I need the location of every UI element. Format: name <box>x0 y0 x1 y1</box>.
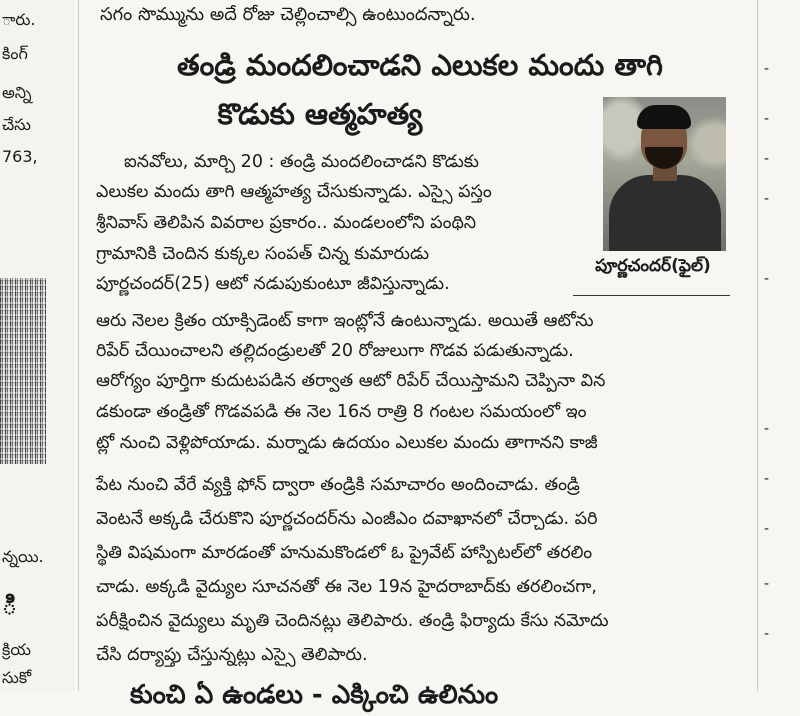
right-fragment: - <box>764 61 770 77</box>
article-headline-line2: కొడుకు ఆత్మహత్య <box>217 97 423 131</box>
body-line: శ్రీనివాస్ తెలిపిన వివరాల ప్రకారం.. మండలంలోని పంథిని <box>96 213 477 233</box>
right-fragment: - <box>764 151 770 167</box>
body-line: ఆరు నెలల క్రితం యాక్సిడెంట్ కాగా ఇంట్లోనే ఉంటున్నాడు. అయితే ఆటోను <box>96 311 594 331</box>
body-line: వెంటనే అక్కడి చేరుకొని పూర్ణచందర్‌ను ఎంజీఎం దవాఖానలో చేర్చాడు. పరి <box>96 509 598 529</box>
body-line: డకుండా తండ్రితో గొడవపడి ఈ నెల 16న రాత్రి 8 గంటల సమయంలో ఇం <box>96 402 587 422</box>
body-line: పేట నుంచి వేరే వ్యక్తి ఫోన్ ద్వారా తండ్రికి సమాచారం అందించాడు. తండ్రి <box>96 475 580 495</box>
body-line: చేసి దర్యాప్తు చేస్తున్నట్లు ఎస్సై తెలిపారు. <box>96 645 368 665</box>
left-fragment: ారు. <box>2 10 36 29</box>
next-article-headline: కుంచి ఏ ఉండలు - ఎక్కించి ఉలినుం <box>130 680 499 710</box>
right-fragment: - <box>764 471 770 487</box>
left-photo-fragment <box>0 278 46 464</box>
article-headline: తండ్రి మందలించాడని ఎలుకల మందు తాగి <box>177 48 663 82</box>
left-fragment: అన్ని <box>2 83 32 102</box>
previous-article-last-line: సగం సొమ్మును అదే రోజు చెల్లించాల్సి ఉంటుందన్నారు. <box>100 4 476 25</box>
body-line: స్థితి విషమంగా మారడంతో హనుమకొండలో ఓ ప్రైవేట్ హాస్పిటల్‌లో తరలిం <box>96 543 593 563</box>
column-divider <box>78 0 79 691</box>
left-fragment: క్రియ <box>2 640 31 659</box>
right-fragment: - <box>764 191 770 207</box>
right-column <box>760 0 800 691</box>
right-fragment: - <box>764 576 770 592</box>
body-line: ఎలుకల మందు తాగి ఆత్మహత్య చేసుకున్నాడు. ఎస్సై పస్తం <box>96 182 492 202</box>
left-fragment: కింగ్ <box>2 44 28 63</box>
right-fragment: - <box>764 111 770 127</box>
left-fragment: సుకో <box>2 668 32 687</box>
body-line: ఐనవోలు, మార్చి 20 : తండ్రి మందలించాడని కొడుకు <box>124 152 479 172</box>
left-fragment: న్నయి. <box>2 547 44 566</box>
left-fragment: చేసు <box>2 115 31 134</box>
left-column <box>0 0 74 691</box>
caption-underline <box>573 295 730 296</box>
body-line: రిపేర్ చేయించాలని తల్లిదండ్రులతో 20 రోజులుగా గొడవ పడుతున్నాడు. <box>96 341 574 361</box>
column-divider <box>757 0 758 691</box>
left-fragment: 763, <box>2 147 38 166</box>
right-fragment: - <box>764 271 770 287</box>
body-line: పరీక్షించిన వైద్యులు మృతి చెందినట్లు తెలిపారు. తండ్రి ఫిర్యాదు కేసు నమోదు <box>96 611 609 631</box>
body-line: చాడు. అక్కడి వైద్యుల సూచనతో ఈ నెల 19న హైదరాబాద్‌కు తరలించగా, <box>96 577 597 597</box>
right-fragment: - <box>764 521 770 537</box>
right-fragment: - <box>764 421 770 437</box>
body-line: గ్రామానికి చెందిన కుక్కల సంపత్ చిన్న కుమారుడు <box>96 244 429 264</box>
right-fragment: - <box>764 626 770 642</box>
photo-caption: పూర్ణచందర్(ఫైల్) <box>595 256 711 276</box>
body-line: పూర్ణచందర్(25) ఆటో నడుపుకుంటూ జీవిస్తున్నాడు. <box>96 274 450 294</box>
left-large-glyph: ి <box>2 591 18 621</box>
body-line: ట్లో నుంచి వెళ్లిపోయాడు. మర్నాడు ఉదయం ఎలుకల మందు తాగానని కాజీ <box>96 433 598 453</box>
body-line: ఆరోగ్యం పూర్తిగా కుదుటపడిన తర్వాత ఆటో రిపేర్ చేయిస్తామని చెప్పినా విన <box>96 371 606 391</box>
person-photo <box>603 97 726 251</box>
